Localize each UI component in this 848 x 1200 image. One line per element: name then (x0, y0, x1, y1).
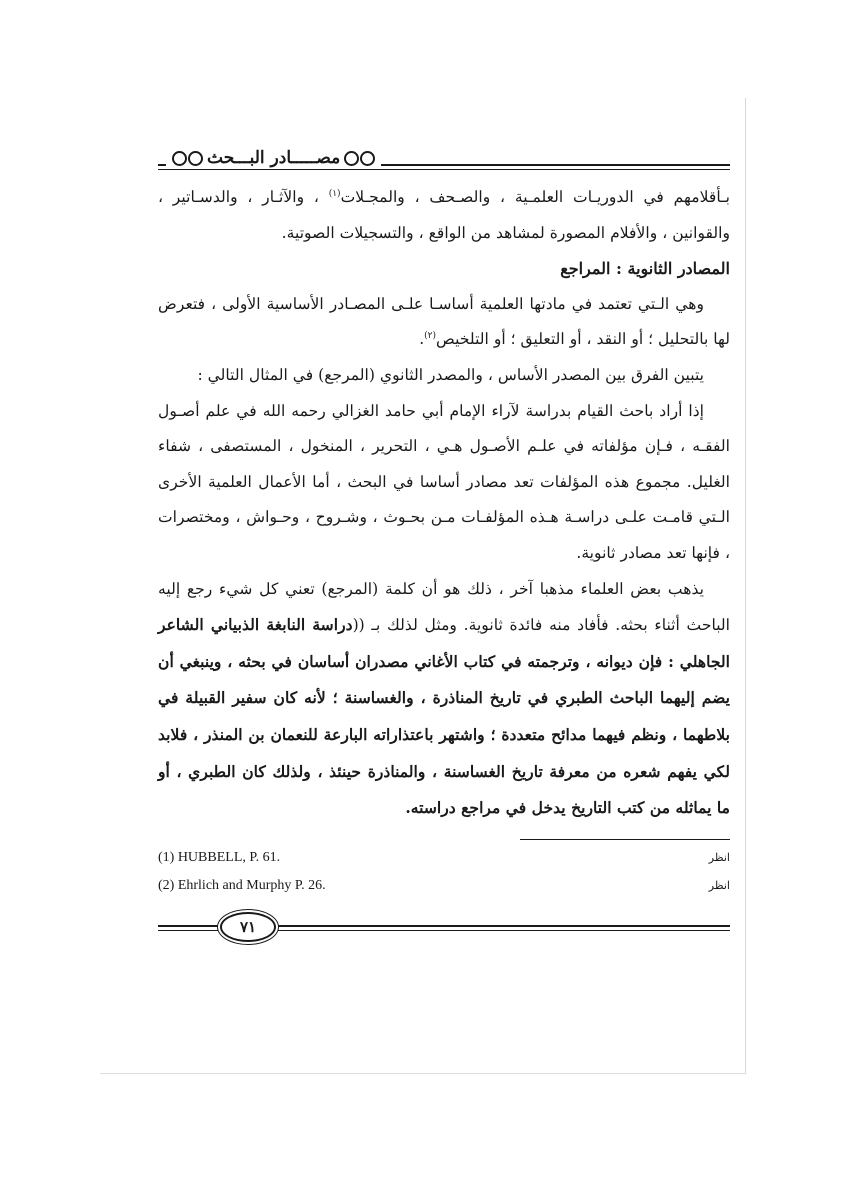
footnote-reference: (2) Ehrlich and Murphy P. 26. (158, 877, 326, 893)
footnote-separator (520, 839, 730, 840)
footnote-label: انظر (708, 879, 730, 893)
footnote-marker: (٢) (424, 331, 437, 342)
page-footer (158, 910, 730, 946)
page-number: ٧١ (220, 912, 276, 942)
running-head-title: مصـــــادر البـــحث (207, 148, 341, 168)
page-edge-right (745, 98, 746, 1073)
paragraph: يتبين الفرق بين المصدر الأساس ، والمصدر الثانوي (المرجع) في المثال التالي : (197, 365, 704, 384)
paragraph: بـأقلامهم في الدوريـات العلمـية ، والصـحف ، والمجـلات$^{(١)}$ ، والآثـار ، والدسـاتير ، والقوانين ، والأفلام المصورة لمشاهد من الواقع ، والتسجيلات الصوتية. (158, 188, 730, 242)
quoted-example: دراسة النابغة الذبياني الشاعر الجاهلي : فإن ديوانه ، وترجمته في كتاب الأغاني مصدران أساسان في بحثه ، وينبغي أن يضم إليهما الباحث الطبري في تاريخ المناذرة ، والغساسنة ؛ لأنه كان سفير القبيلة في بلاطهما ، ونظم فيهما مدائح متعددة ؛ واشتهر باعتذاراته البارعة للنعمان بن المنذر ، فلابد لكي يفهم شعره من معرفة تاريخ الغساسنة ، والمناذرة حينئذ ، ولذلك كان الطبري ، أو ما يماثله من كتب التاريخ يدخل في مراجع دراسته. (158, 615, 730, 818)
paragraph: يذهب بعض العلماء مذهبا آخر ، ذلك هو أن كلمة (المرجع) تعني كل شيء رجع إليه الباحث أثناء بحثه. فأفاد منه فائدة ثانوية. ومثل لذلك بـ ((دراسة النابغة الذبياني الشاعر الجاهلي : فإن ديوانه ، وترجمته في كتاب الأغاني مصدران أساسان في بحثه ، وينبغي أن يضم إليهما الباحث الطبري في تاريخ المناذرة ، والغساسنة ؛ لأنه كان سفير القبيلة في بلاطهما ، ونظم فيهما مدائح متعددة ؛ واشتهر باعتذاراته البارعة للنعمان بن المنذر ، فلابد لكي يفهم شعره من معرفة تاريخ الغساسنة ، والمناذرة حينئذ ، ولذلك كان الطبري ، أو ما يماثله من كتب التاريخ يدخل في مراجع دراسته. (158, 579, 731, 818)
ornament-rings-icon (344, 151, 375, 166)
footnote (158, 872, 730, 900)
book-page (158, 140, 730, 946)
body-text (158, 180, 730, 827)
section-heading: المصادر الثانوية : المراجع (560, 259, 730, 279)
page-edge-bottom (100, 1073, 746, 1074)
ornament-rings-icon (172, 151, 203, 166)
footnote-marker: (١) (328, 188, 341, 199)
footnotes (158, 844, 730, 900)
paragraph: إذا أراد باحث القيام بدراسة لآراء الإمام أبي حامد الغزالي رحمه الله في علم أصـول الفقـه ، فـإن مؤلفاته في علـم الأصـول هـي ، التحرير ، المنخول ، المستصفى ، شفاء الغليل. مجموع هذه المؤلفات تعد مصادر أساسا في البحث ، أما الأعمال العلمية الأخرى الـتي قامـت علـى دراسـة هـذه المؤلفـات مـن بحـوث ، وشـروح ، وحـواش ، ومختصرات ، فإنها تعد مصادر ثانوية. (158, 401, 730, 562)
footnote (158, 844, 730, 872)
running-head (158, 140, 730, 176)
footnote-label: انظر (708, 851, 730, 865)
running-head-label (166, 148, 381, 168)
footnote-reference: (1) HUBBELL, P. 61. (158, 849, 281, 865)
paragraph: وهي الـتي تعتمد في مادتها العلمية أساسـا علـى المصـادر الأساسية الأولى ، فتعرض لها بالتحليل ؛ أو النقد ، أو التعليق ؛ أو التلخيص$^{(٢)}$. (158, 294, 730, 349)
